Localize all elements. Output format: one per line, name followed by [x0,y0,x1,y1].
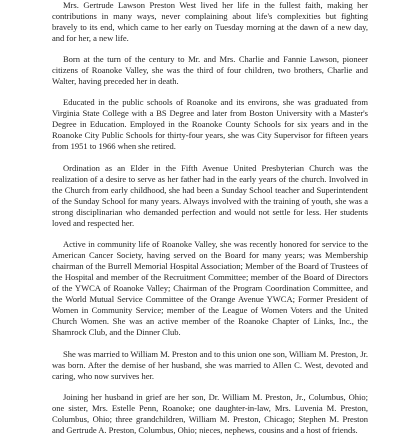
obituary-text [52,0,368,436]
paragraph-birth: Born at the turn of the century to Mr. and Mrs. Charlie and Fannie Lawson, pioneer citizens of Roanoke Valley, she was the third of four children, two brothers, Charlie and Walter, having preceded her in death. [52,53,368,86]
paragraph-survivors: Joining her husband in grief are her son, Dr. William M. Preston, Jr., Columbus, Ohio; one sister, Mrs. Estelle Penn, Roanoke; one daughter-in-law, Mrs. Luvenia M. Preston, Columbus, Ohio; three grandchildren, William M. Preston, Chicago; Stephen M. Preston and Gertrude A. Preston, Columbus, Ohio; nieces, nephews, cousins and a host of friends. [52,392,368,436]
paragraph-church: Ordination as an Elder in the Fifth Avenue United Presbyterian Church was the realization of a desire to serve as her father had in the early years of the church. Involved in the Church from early childhood, she had been a Sunday School teacher and Superintendent of the Sunday School for many years. Always involved with the training of youth, she was a strong disciplinarian who demanded perfection and would not settle for less. Her students loved and respected her. [52,162,368,228]
paragraph-marriage: She was married to William M. Preston and to this union one son, William M. Preston, Jr. was born. After the demise of her husband, she was married to Allen C. West, devoted and caring, who now survives her. [52,348,368,381]
paragraph-community: Active in community life of Roanoke Valley, she was recently honored for service to the American Cancer Society, having served on the Board for many years; was Membership chairman of the Burrell Memorial Hospital Association; Member of the Board of Trustees of the Hospital and member of the Recruitment Committee; member of the Board of Directors of the YWCA of Roanoke Valley; Chairman of the Program Coordination Committee, and the World Mutual Service Committee of the Orange Avenue YWCA; Former President of Women in Community Service; member of the League of Women Voters and the United Church Women. She was an active member of the Roanoke Chapter of Links, Inc., the Shamrock Club, and the Dinner Club. [52,239,368,338]
paragraph-education: Educated in the public schools of Roanoke and its environs, she was graduated from Virginia State College with a BS Degree and later from Boston University with a Master's Degree in Education. Employed in the Roanoke County Schools for six years and in the Roanoke City Public Schools for thirty-four years, she was City Supervisor for fifteen years from 1951 to 1966 when she retired. [52,97,368,152]
paragraph-opening: Mrs. Gertrude Lawson Preston West lived her life in the fullest faith, making her contributions in many ways, never complaining about life's complexities but fighting bravely to its end, which came to her early on Tuesday morning at the dawn of a new day, and for her, a new life. [52,0,368,43]
